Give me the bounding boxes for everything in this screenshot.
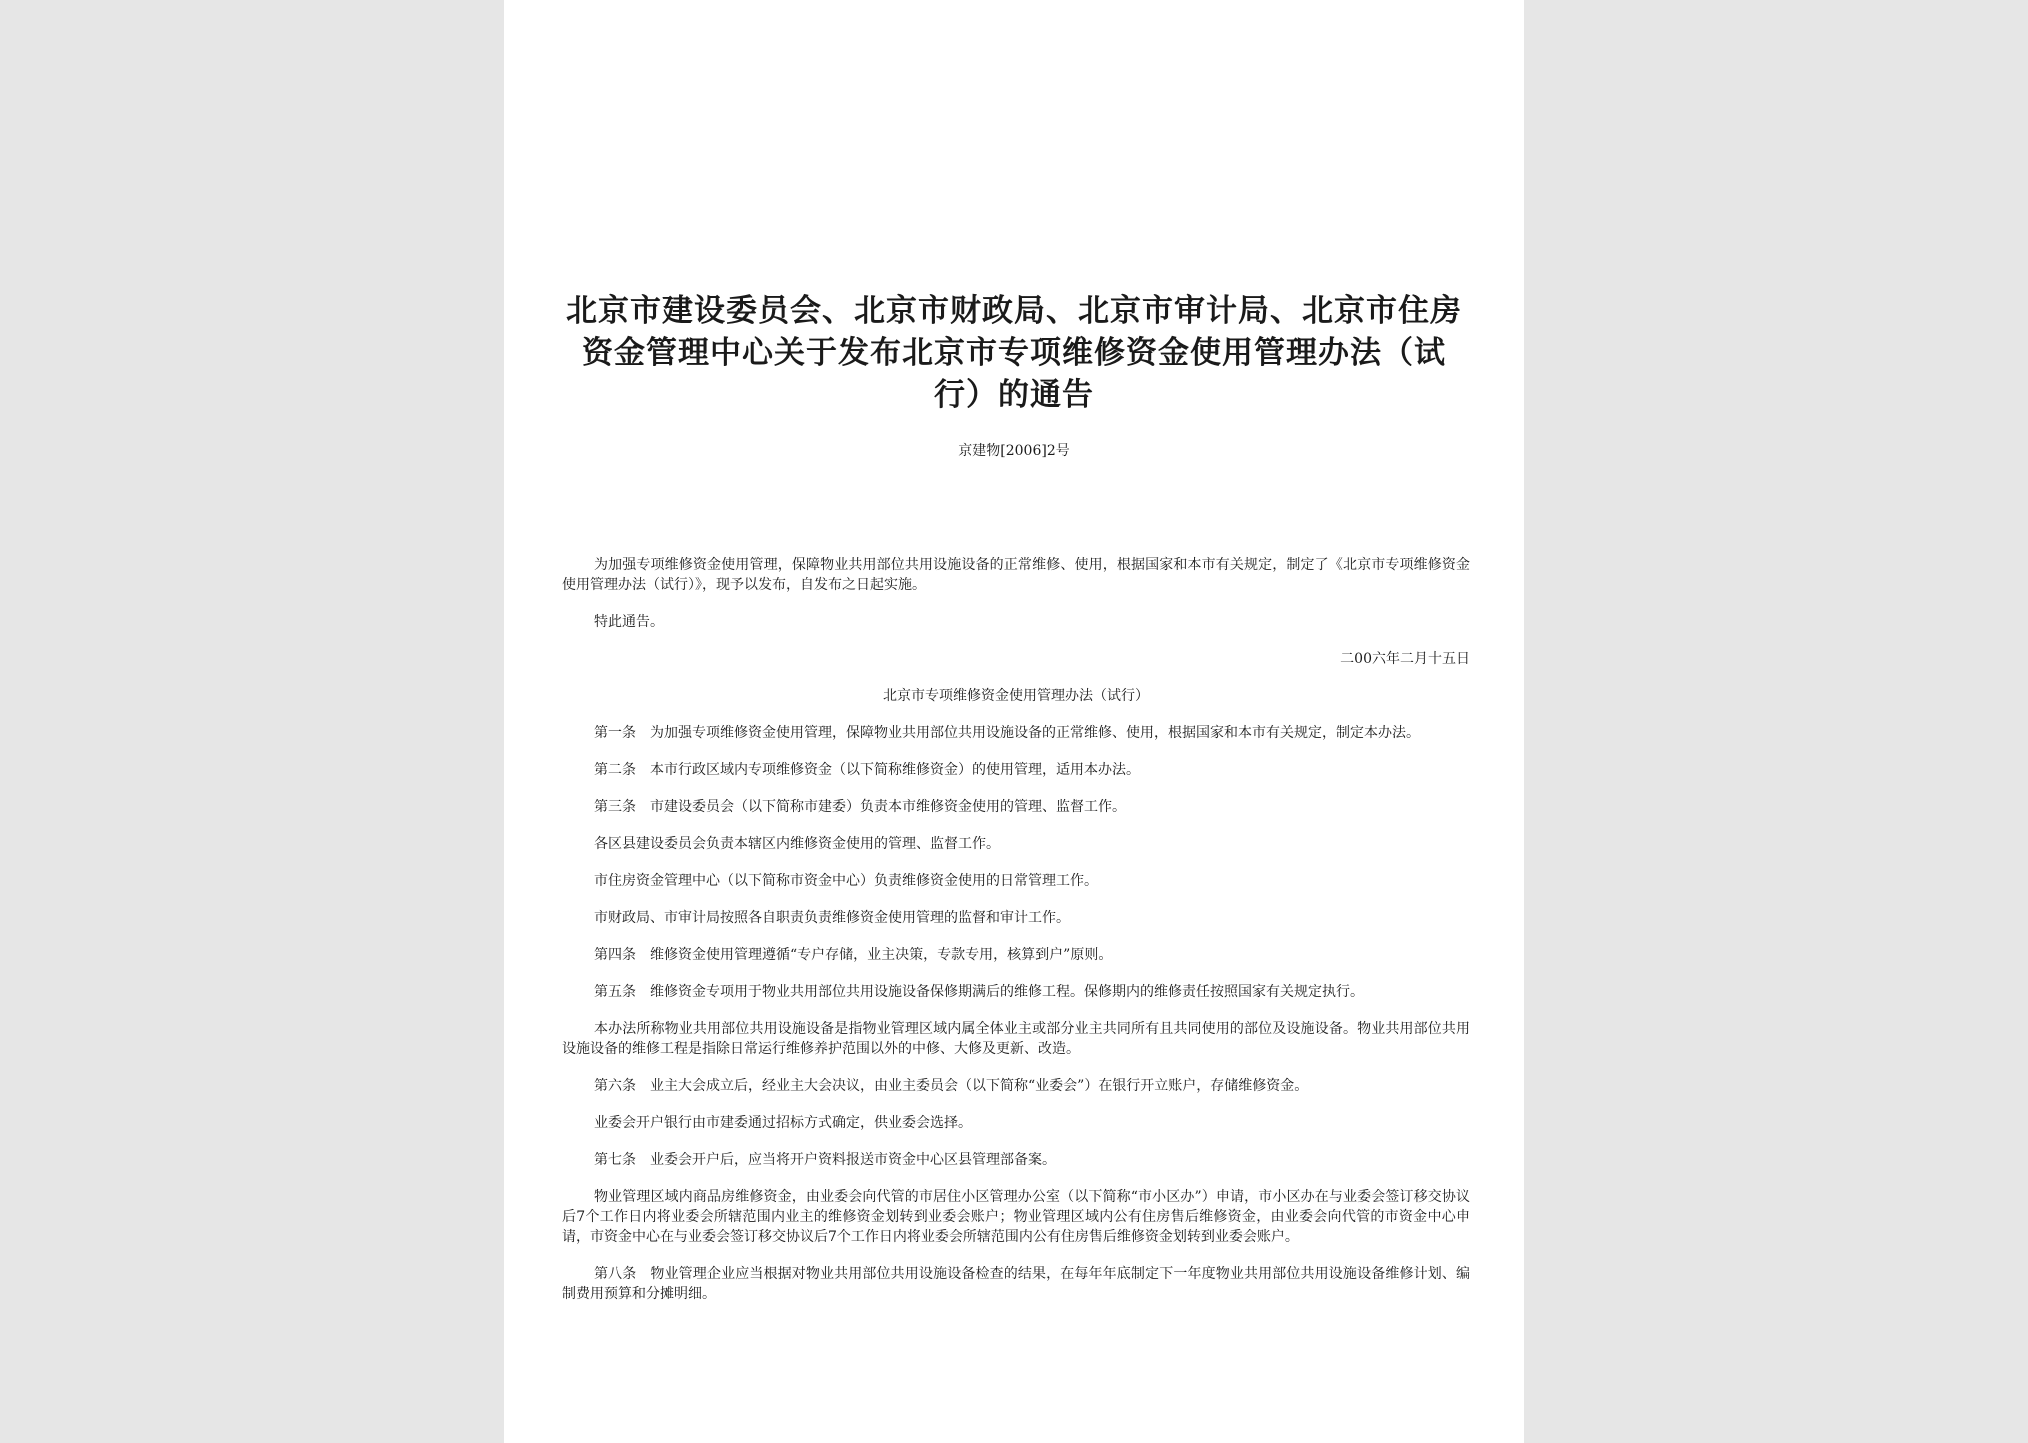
article-text: 市建设委员会（以下简称市建委）负责本市维修资金使用的管理、监督工作。 — [650, 799, 1126, 815]
article-label: 第三条 — [594, 799, 636, 815]
article-paragraph — [562, 945, 1470, 965]
article-paragraph — [562, 723, 1470, 743]
article-text: 维修资金专项用于物业共用部位共用设施设备保修期满后的维修工程。保修期内的维修责任按照国家有关规定执行。 — [650, 984, 1364, 1000]
article-paragraph — [562, 834, 1470, 854]
article-text: 业委会开户银行由市建委通过招标方式确定，供业委会选择。 — [594, 1115, 972, 1131]
notice-date: 二00六年二月十五日 — [1340, 651, 1470, 667]
article-text: 维修资金使用管理遵循“专户存储，业主决策，专款专用，核算到户”原则。 — [650, 947, 1113, 963]
measures-title: 北京市专项维修资金使用管理办法（试行） — [883, 688, 1149, 704]
document-title: 北京市建设委员会、北京市财政局、北京市审计局、北京市住房资金管理中心关于发布北京市专项维修资金使用管理办法（试行）的通告 — [566, 293, 1462, 413]
article-text: 业委会开户后，应当将开户资料报送市资金中心区县管理部备案。 — [650, 1152, 1056, 1168]
article-text: 业主大会成立后，经业主大会决议，由业主委员会（以下简称“业委会”）在银行开立账户，存储维修资金。 — [650, 1078, 1309, 1094]
article-label: 第七条 — [594, 1152, 636, 1168]
article-text: 本市行政区域内专项维修资金（以下简称维修资金）的使用管理，适用本办法。 — [650, 762, 1140, 778]
document-number: 京建物[2006]2号 — [958, 443, 1070, 459]
article-paragraph — [562, 871, 1470, 891]
article-paragraph — [562, 1150, 1470, 1170]
notice-line: 特此通告。 — [594, 614, 664, 630]
article-paragraph — [562, 908, 1470, 928]
article-paragraph — [562, 1019, 1470, 1059]
article-paragraph — [562, 797, 1470, 817]
article-text: 为加强专项维修资金使用管理，保障物业共用部位共用设施设备的正常维修、使用，根据国家和本市有关规定，制定本办法。 — [650, 725, 1420, 741]
article-text: 物业管理区域内商品房维修资金，由业委会向代管的市居住小区管理办公室（以下简称“市小区办”）申请，市小区办在与业委会签订移交协议后7个工作日内将业委会所辖范围内业主的维修资金划转到业委会账户；物业管理区域内公有住房售后维修资金，由业委会向代管的市资金中心申请，市资金中心在与业委会签订移交协议后7个工作日内将业委会所辖范围内公有住房售后维修资金划转到业委会账户。 — [562, 1189, 1470, 1245]
article-label: 第八条 — [594, 1266, 637, 1282]
article-paragraph — [562, 982, 1470, 1002]
intro-paragraph: 为加强专项维修资金使用管理，保障物业共用部位共用设施设备的正常维修、使用，根据国家和本市有关规定，制定了《北京市专项维修资金使用管理办法（试行）》，现予以发布，自发布之日起实施。 — [562, 557, 1470, 593]
article-paragraph — [562, 1187, 1470, 1247]
article-label: 第四条 — [594, 947, 636, 963]
article-paragraph — [562, 760, 1470, 780]
article-paragraph — [562, 1076, 1470, 1096]
article-text: 本办法所称物业共用部位共用设施设备是指物业管理区域内属全体业主或部分业主共同所有且共同使用的部位及设施设备。物业共用部位共用设施设备的维修工程是指除日常运行维修养护范围以外的中修、大修及更新、改造。 — [562, 1021, 1470, 1057]
article-paragraph — [562, 1113, 1470, 1133]
article-label: 第六条 — [594, 1078, 636, 1094]
article-text: 市住房资金管理中心（以下简称市资金中心）负责维修资金使用的日常管理工作。 — [594, 873, 1098, 889]
article-label: 第二条 — [594, 762, 636, 778]
document-body — [562, 555, 1470, 1321]
article-text: 各区县建设委员会负责本辖区内维修资金使用的管理、监督工作。 — [594, 836, 1000, 852]
article-paragraph — [562, 1264, 1470, 1304]
article-label: 第一条 — [594, 725, 636, 741]
article-label: 第五条 — [594, 984, 636, 1000]
document-page — [504, 0, 1524, 1443]
article-text: 物业管理企业应当根据对物业共用部位共用设施设备检查的结果，在每年年底制定下一年度物业共用部位共用设施设备维修计划、编制费用预算和分摊明细。 — [562, 1266, 1471, 1302]
article-text: 市财政局、市审计局按照各自职责负责维修资金使用管理的监督和审计工作。 — [594, 910, 1070, 926]
